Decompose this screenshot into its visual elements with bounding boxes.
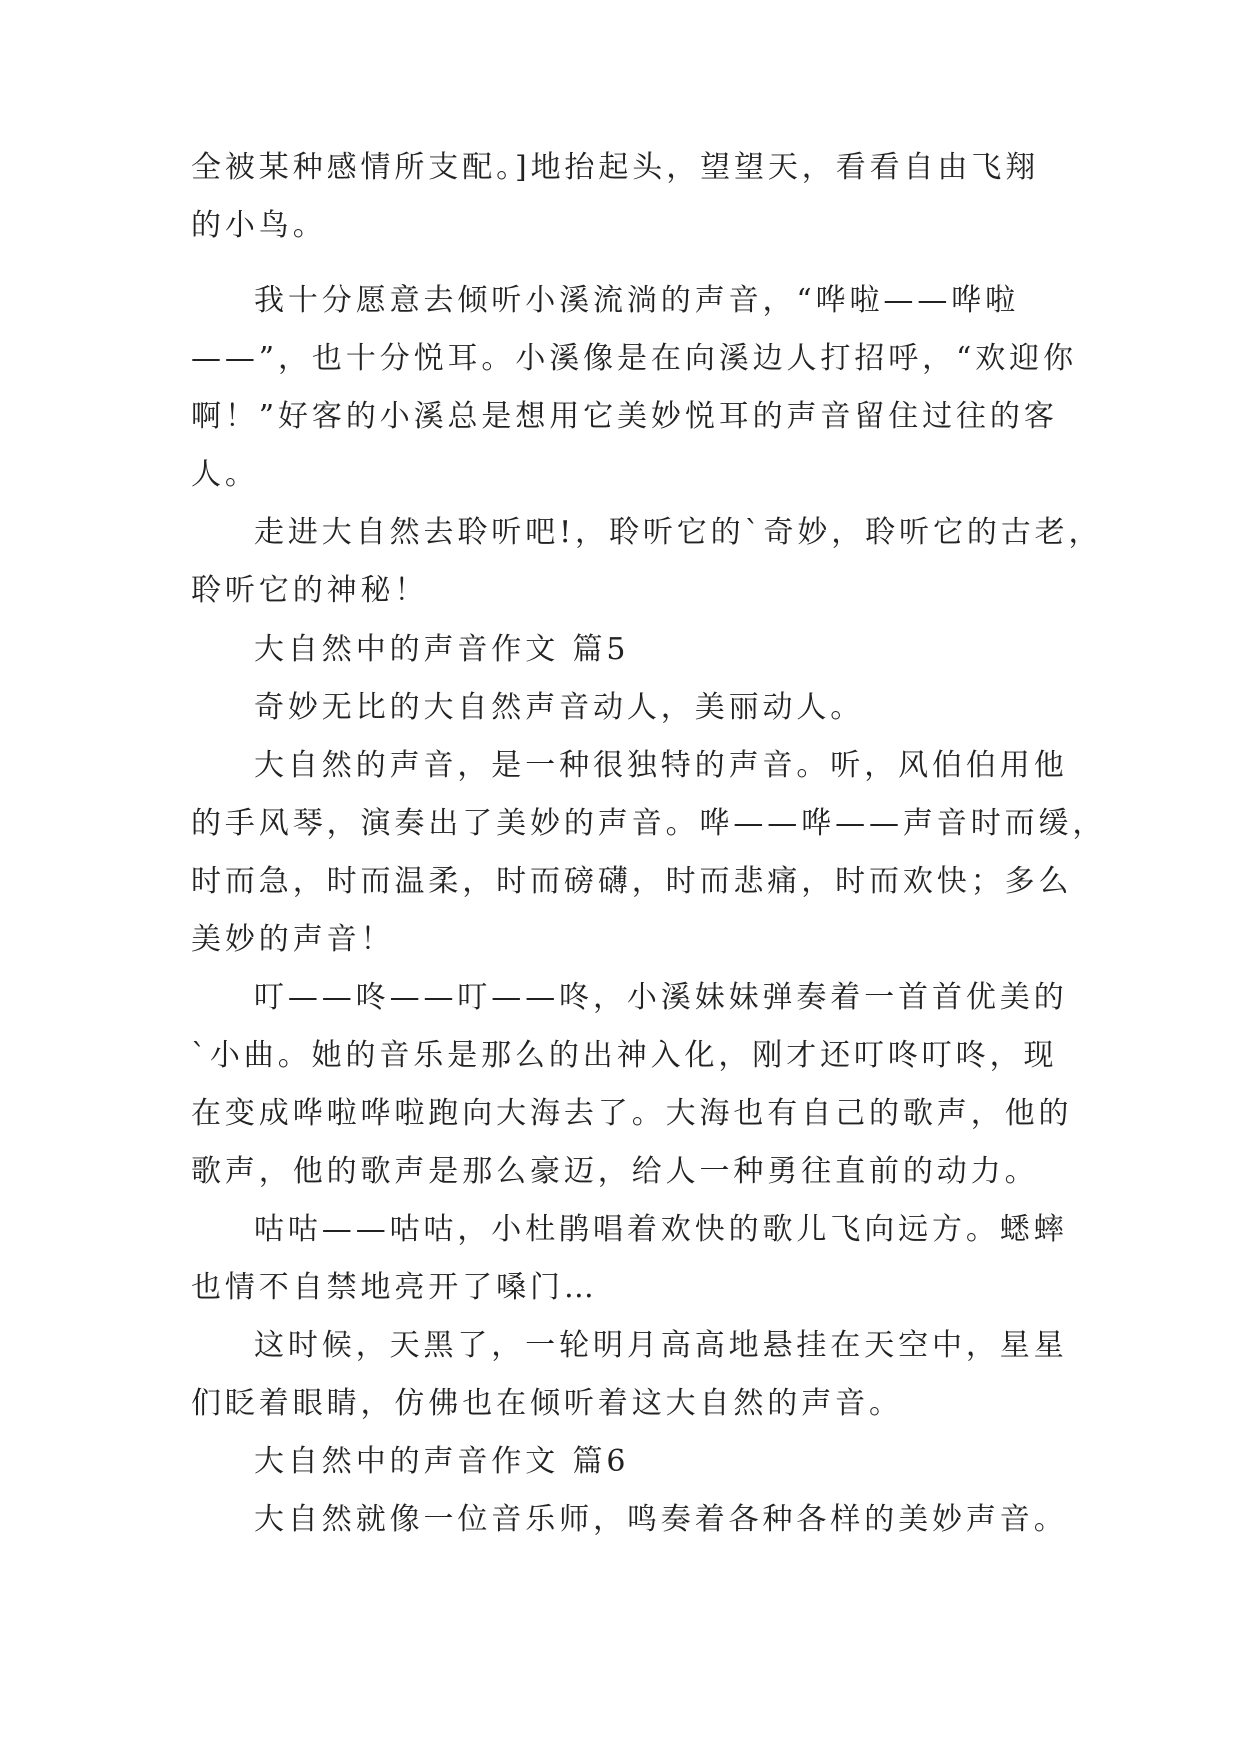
paragraph-line: 的手风琴，演奏出了美妙的声音。哗——哗——声音时而缓， [191, 806, 1107, 841]
section-heading: 大自然中的声音作文 篇6 [254, 1444, 630, 1479]
paragraph-line: 们眨着眼睛，仿佛也在倾听着这大自然的声音。 [191, 1386, 903, 1421]
paragraph-line: 奇妙无比的大自然声音动人，美丽动人。 [254, 690, 865, 725]
paragraph-line: 这时候，天黑了，一轮明月高高地悬挂在天空中，星星 [254, 1328, 1068, 1363]
paragraph-line: 人。 [191, 457, 259, 492]
paragraph-line: `小曲。她的音乐是那么的出神入化，刚才还叮咚叮咚，现 [191, 1038, 1058, 1073]
paragraph-line: 时而急，时而温柔，时而磅礴，时而悲痛，时而欢快；多么 [191, 864, 1073, 899]
paragraph-line: ——”，也十分悦耳。小溪像是在向溪边人打招呼，“欢迎你 [191, 341, 1077, 376]
paragraph-line: 啊！”好客的小溪总是想用它美妙悦耳的声音留住过往的客 [191, 399, 1058, 434]
paragraph-line: 叮——咚——叮——咚，小溪妹妹弹奏着一首首优美的 [254, 980, 1068, 1015]
paragraph-line: 咕咕——咕咕，小杜鹃唱着欢快的歌儿飞向远方。蟋蟀 [254, 1212, 1068, 1247]
paragraph-line: 我十分愿意去倾听小溪流淌的声音，“哗啦——哗啦 [254, 283, 1020, 318]
paragraph-line: 美妙的声音！ [191, 922, 395, 957]
paragraph-line: 聆听它的神秘！ [191, 573, 429, 608]
paragraph-line: 大自然就像一位音乐师，鸣奏着各种各样的美妙声音。 [254, 1502, 1068, 1537]
section-heading: 大自然中的声音作文 篇5 [254, 632, 630, 667]
paragraph-line: 在变成哗啦哗啦跑向大海去了。大海也有自己的歌声，他的 [191, 1096, 1073, 1131]
paragraph-line: 走进大自然去聆听吧!，聆听它的`奇妙，聆听它的古老， [254, 515, 1103, 550]
paragraph-line: 也情不自禁地亮开了嗓门… [191, 1270, 598, 1305]
paragraph-line: 全被某种感情所支配。]地抬起头，望望天，看看自由飞翔 [191, 150, 1040, 185]
paragraph-line: 的小鸟。 [191, 208, 327, 243]
paragraph-line: 大自然的声音，是一种很独特的声音。听，风伯伯用他 [254, 748, 1068, 783]
paragraph-line: 歌声，他的歌声是那么豪迈，给人一种勇往直前的动力。 [191, 1154, 1039, 1189]
